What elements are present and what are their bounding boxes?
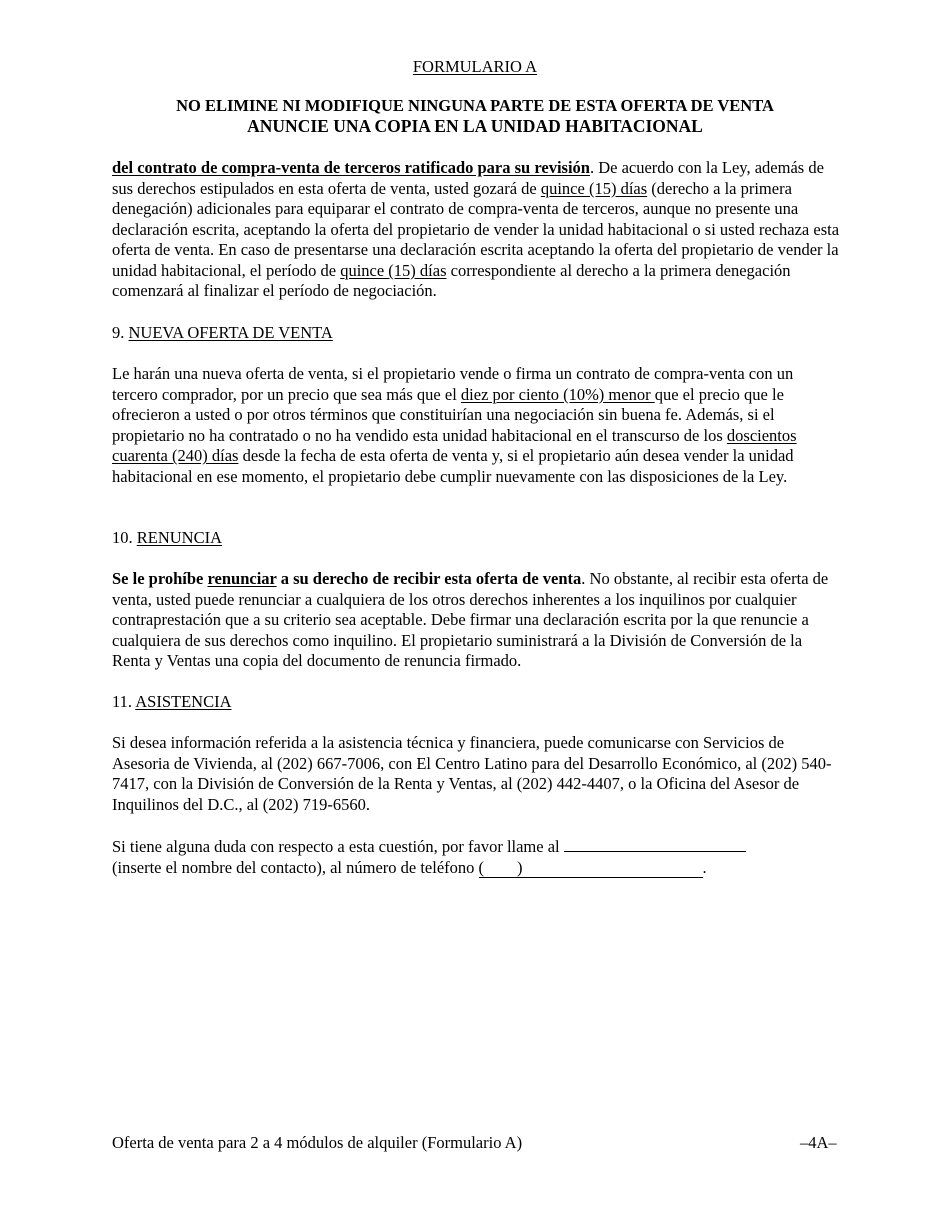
section-9-heading: 9. NUEVA OFERTA DE VENTA	[112, 323, 333, 342]
warning-line-1: NO ELIMINE NI MODIFIQUE NINGUNA PARTE DE ESTA OFERTA DE VENTA	[176, 96, 774, 115]
contact-line-1: Si tiene alguna duda con respecto a esta cuestión, por favor llame al	[112, 836, 842, 858]
warning-line-2: ANUNCIE UNA COPIA EN LA UNIDAD HABITACIONAL	[247, 116, 703, 136]
footer-title: Oferta de venta para 2 a 4 módulos de alquiler (Formulario A)	[112, 1133, 523, 1152]
section-11-paragraph: Si desea información referida a la asistencia técnica y financiera, puede comunicarse con Servicios de Asesoria de Vivienda, al (202) 667-7006, con El Centro Latino para del Desarrollo Económico, al (202) 540-7417, con la División de Conversión de la Renta y Ventas, al (202) 442-4407, o la Oficina del Asesor de Inquilinos del D.C., al (202) 719-6560.	[112, 733, 832, 814]
page-number: –4A–	[800, 1133, 837, 1152]
contact-paragraph	[112, 836, 842, 878]
section-10-paragraph: Se le prohíbe renunciar a su derecho de recibir esta oferta de venta. No obstante, al recibir esta oferta de venta, usted puede renunciar a cualquiera de los otros derechos inherentes a los inquilinos por cualquier contraprestación que a su criterio sea aceptable. Debe firmar una declaración escrita por la que renuncie a cualquiera de sus derechos como inquilino. El propietario suministrará a la División de Conversión de la Renta y Ventas una copia del documento de renuncia firmado.	[112, 569, 829, 670]
intro-paragraph: del contrato de compra-venta de terceros ratificado para su revisión. De acuerdo con la Ley, además de sus derechos estipulados en esta oferta de venta, usted gozará de quince (15) días (derecho a la primera denegación) adicionales para equiparar el contrato de compra-venta de terceros, aunque no presente una declaración escrita, aceptando la oferta del propietario de vender la unidad habitacional o si usted rechaza esta oferta de venta. En caso de presentarse una declaración escrita aceptando la oferta del propietario de vender la unidad habitacional, el período de quince (15) días correspondiente al derecho a la primera denegación comenzará al finalizar el período de negociación.	[112, 158, 840, 300]
section-11-heading: 11. ASISTENCIA	[112, 692, 232, 711]
form-title: FORMULARIO A	[412, 57, 538, 76]
contact-name-blank[interactable]	[564, 836, 746, 852]
section-10-heading: 10. RENUNCIA	[112, 528, 222, 547]
intro-bold-lead: del contrato de compra-venta de terceros ratificado para su revisión	[112, 158, 590, 177]
section-9-paragraph: Le harán una nueva oferta de venta, si el propietario vende o firma un contrato de compra-venta con un tercero comprador, por un precio que sea más que el diez por ciento (10%) menor que el precio que le ofrecieron a usted o por otros términos que constituirían una negociación sin buena fe. Además, si el propietario no ha contratado o no ha vendido esta unidad habitacional en el transcurso de los doscientos cuarenta (240) días desde la fecha de esta oferta de venta y, si el propietario aún desea vender la unidad habitacional en ese momento, el propietario debe cumplir nuevamente con las disposiciones de la Ley.	[112, 364, 797, 486]
phone-number-blank[interactable]: ( )	[479, 858, 703, 878]
contact-line-2: (inserte el nombre del contacto), al número de teléfono ( ) .	[112, 857, 707, 877]
